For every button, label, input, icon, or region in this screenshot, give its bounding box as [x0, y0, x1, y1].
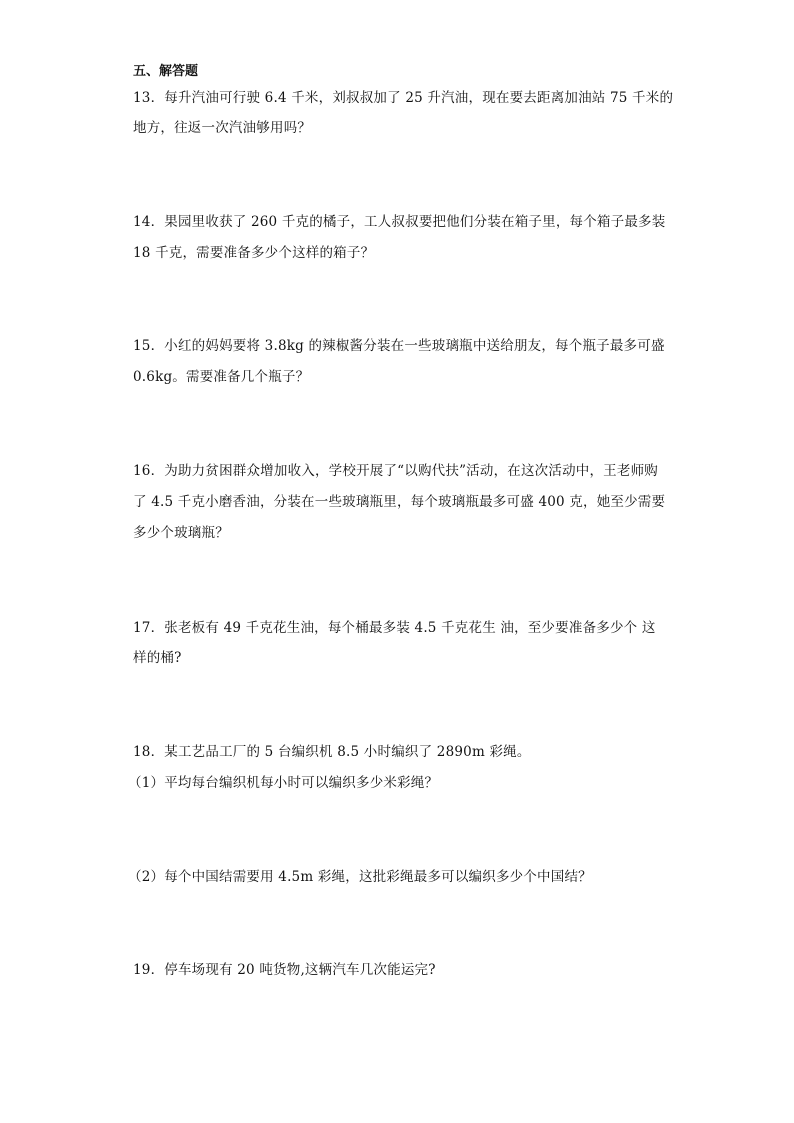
question-15-line-2: 0.6kg。需要准备几个瓶子？ [133, 369, 310, 385]
question-19-line-1: 19．停车场现有 20 吨货物,这辆汽车几次能运完? [133, 962, 436, 978]
question-13-line-2: 地方，往返一次汽油够用吗？ [133, 120, 312, 136]
question-15-line-1: 15．小红的妈妈要将 3.8kg 的辣椒酱分装在一些玻璃瓶中送给朋友，每个瓶子最多可盛 [133, 338, 665, 354]
question-18-sub-2: （2）每个中国结需要用 4.5m 彩绳，这批彩绳最多可以编织多少个中国结？ [128, 869, 592, 885]
section-title: 五、解答题 [133, 64, 199, 79]
question-14-line-2: 18 千克，需要准备多少个这样的箱子？ [133, 245, 375, 261]
question-18-sub-1: （1）平均每台编织机每小时可以编织多少米彩绳？ [128, 775, 439, 791]
question-13-line-1: 13．每升汽油可行驶 6.4 千米，刘叔叔加了 25 升汽油，现在要去距离加油站 75 千米的 [133, 90, 674, 106]
question-17-line-2: 样的桶? [133, 650, 182, 666]
question-18-line-1: 18．某工艺品工厂的 5 台编织机 8.5 小时编织了 2890m 彩绳。 [133, 744, 531, 760]
question-17-line-1: 17．张老板有 49 千克花生油，每个桶最多装 4.5 千克花生 油，至少要准备多少个 这 [133, 620, 656, 636]
question-16-line-3: 多少个玻璃瓶？ [133, 525, 229, 541]
question-14-line-1: 14．果园里收获了 260 千克的橘子，工人叔叔要把他们分装在箱子里，每个箱子最多装 [133, 214, 666, 230]
question-16-line-1: 16．为助力贫困群众增加收入，学校开展了“以购代扶”活动，在这次活动中，王老师购 [133, 463, 658, 479]
question-16-line-2: 了 4.5 千克小磨香油，分装在一些玻璃瓶里，每个玻璃瓶最多可盛 400 克，她至少需要 [133, 494, 666, 510]
